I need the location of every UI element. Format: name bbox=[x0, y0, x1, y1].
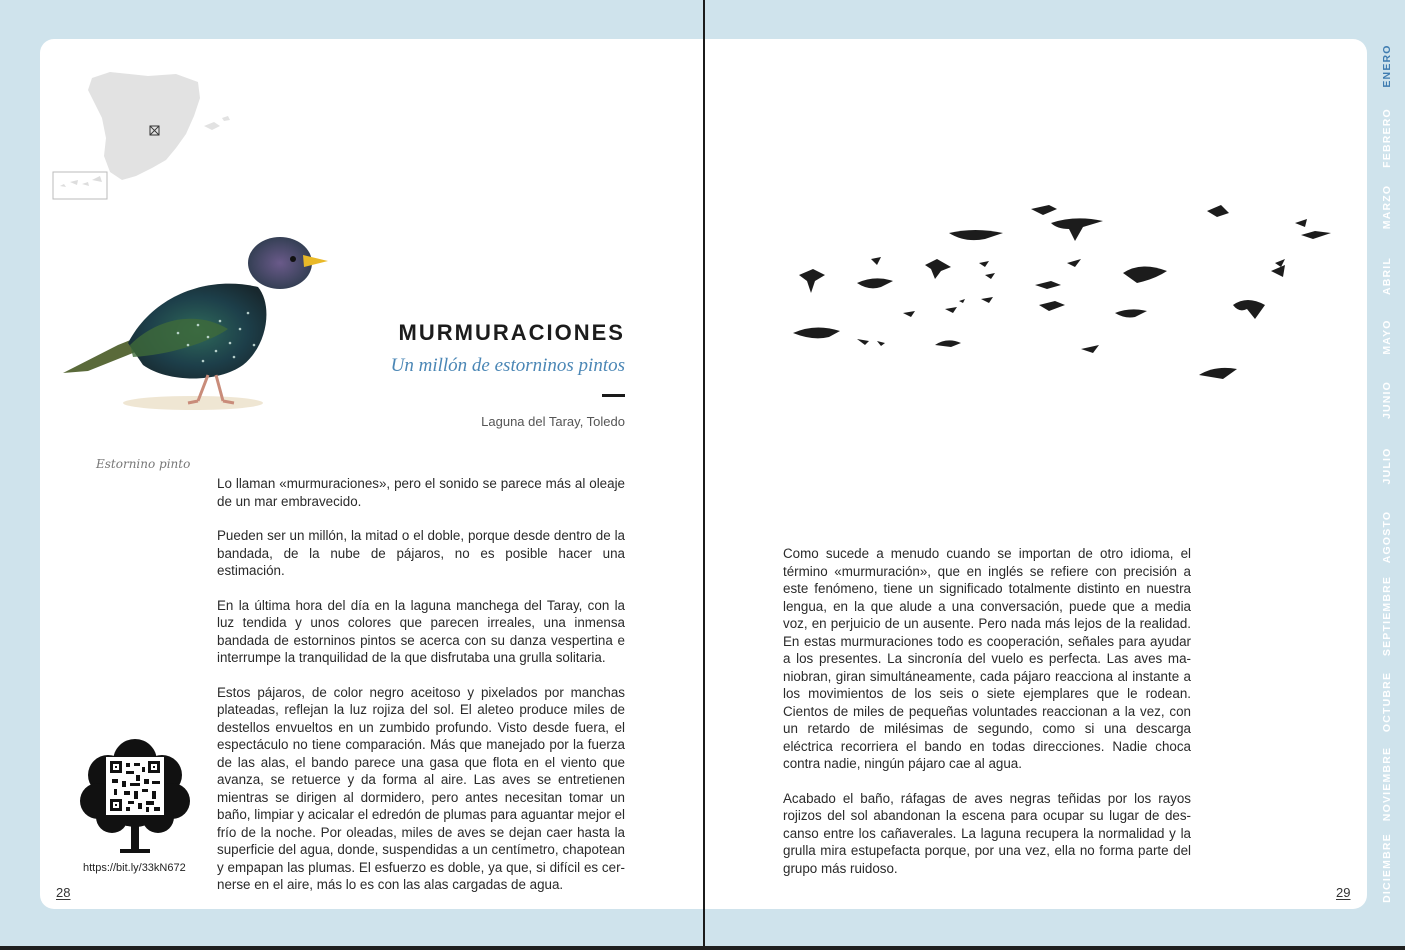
paragraph: Pueden ser un millón, la mitad o el doble, porque desde dentro de la bandada, de la nube de pájaros, no es posible hacer una estimación. bbox=[217, 528, 625, 578]
book-spine bbox=[703, 0, 705, 950]
month-label[interactable]: NOVIEMBRE bbox=[1381, 746, 1393, 822]
article-location: Laguna del Taray, Toledo bbox=[481, 414, 625, 429]
month-label[interactable]: FEBRERO bbox=[1381, 108, 1393, 168]
page-number-text: 28 bbox=[56, 885, 71, 900]
title-divider bbox=[602, 394, 625, 397]
month-tabs bbox=[1370, 40, 1405, 910]
month-label[interactable]: MAYO bbox=[1381, 319, 1393, 355]
paragraph: Lo llaman «murmuraciones», pero el sonido se parece más al oleaje de un mar embravecido. bbox=[217, 476, 625, 509]
paragraph: Acabado el baño, ráfagas de aves negras teñidas por los rayos rojizos del sol abandonan la escena para ocupar su lugar de des-canso entre los cañaverales. La laguna recupera la normalidad y la grulla mira estupefacta porque, por una vez, ella no forma parte del grupo más ruidoso. bbox=[783, 790, 1191, 876]
qr-url[interactable]: https://bit.ly/33kN672 bbox=[83, 862, 186, 874]
article-title: MURMURACIONES bbox=[398, 320, 625, 345]
month-label[interactable]: ENERO bbox=[1381, 44, 1393, 88]
page-number-right bbox=[1336, 885, 1350, 900]
month-label[interactable]: AGOSTO bbox=[1381, 510, 1393, 564]
paragraph: Estos pájaros, de color negro aceitoso y pixelados por manchas plateadas, reflejan la luz rojiza del sol. El aleteo produce miles de destellos envueltos en un zumbido profundo. Visto desde fuera, el espectáculo no tiene comparación. Más que manejado por la fuerza de las alas, el bando parece una gasa que flota en el viento que avanza, se retuerce y da forma al aire. Las aves se entretienen mientras se dirigen al dormidero, pero antes necesitan tomar un baño, limpiar y acicalar el edredón de plumas para aguantar mejor el frío de la noche. Por oleadas, miles de aves se dejan caer hasta la superficie del agua, donde, suspendidas a un centímetro, chapotean y empapan las plumas. El esfuerzo es doble, ya que, si difícil es cer-nerse en el aire, más lo es con las alas cargadas de agua. bbox=[217, 684, 625, 892]
right-body-text bbox=[783, 545, 1191, 894]
month-label[interactable]: ABRIL bbox=[1381, 256, 1393, 296]
flock-illustration bbox=[785, 195, 1345, 395]
paragraph: En la última hora del día en la laguna manchega del Taray, con la luz tendida y unos colores que parecen irreales, una inmensa bandada de estorninos pintos se acerca con su danza vespertina e interrumpe la tranquilidad de la que disfrutaba una grulla solitaria. bbox=[217, 597, 625, 665]
spain-map-icon bbox=[48, 68, 238, 204]
month-label[interactable]: OCTUBRE bbox=[1381, 671, 1393, 733]
page-number-text: 29 bbox=[1336, 885, 1351, 900]
month-label[interactable]: JULIO bbox=[1381, 447, 1393, 485]
article-subtitle: Un millón de estorninos pintos bbox=[390, 355, 625, 376]
month-label[interactable]: DICIEMBRE bbox=[1381, 833, 1393, 903]
bottom-edge bbox=[0, 946, 1405, 950]
page-number-left bbox=[56, 885, 70, 900]
starling-illustration bbox=[58, 225, 333, 425]
month-label[interactable]: SEPTIEMBRE bbox=[1381, 575, 1393, 657]
paragraph: Como sucede a menudo cuando se importan de otro idioma, el término «murmuración», que en inglés se refiere con precisión a este fenómeno, tiene un significado totalmente distinto en nuestra lengua, en la que alude a una conversación, puede que a media voz, en perjuicio de un ausente. Pero nada más lejos de la realidad. En estas murmuraciones todo es cooperación, señales para ayudar a los presentes. La sincronía del vuelo es perfecta. Las aves ma-niobran, giran simultáneamente, cada pájaro reacciona al instante a los movimientos de los seis o siete ejemplares que le rodean. Cientos de miles de pequeñas voluntades reaccionan a la vez, con un retardo de milésimas de segundo, como si una descarga eléctrica recorriera el bando en todas direcciones. Nadie choca contra nadie, ningún pájaro cae al agua. bbox=[783, 546, 1191, 771]
month-label[interactable]: MARZO bbox=[1381, 184, 1393, 230]
bird-caption: Estornino pinto bbox=[96, 457, 191, 471]
left-body-text bbox=[217, 475, 625, 911]
month-label[interactable]: JUNIO bbox=[1381, 380, 1393, 420]
qr-code-tree-icon[interactable] bbox=[78, 735, 192, 855]
